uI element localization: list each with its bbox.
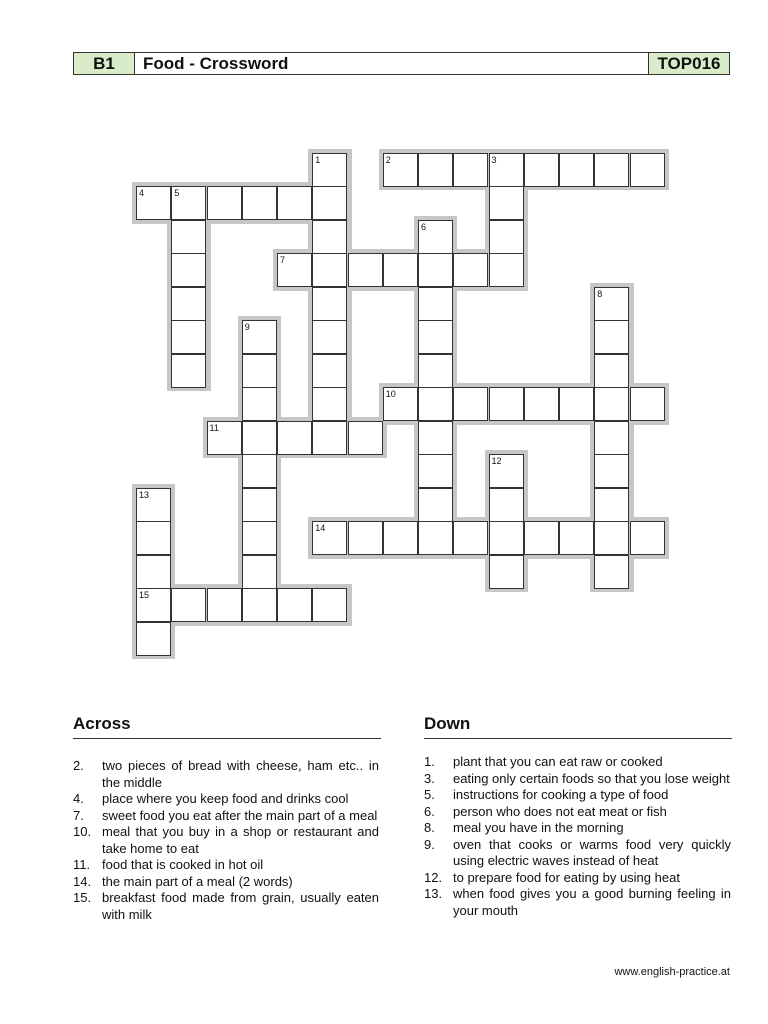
crossword-cell[interactable] [594,421,629,455]
crossword-cell[interactable] [312,387,347,421]
crossword-cell[interactable] [559,387,594,421]
down-divider [424,738,732,739]
clue-num: 3. [424,770,435,786]
clue-number: 3 [491,154,497,165]
clue-num: 6. [424,803,435,819]
crossword-cell[interactable] [524,521,559,555]
crossword-cell[interactable] [630,153,665,187]
crossword-cell[interactable] [418,220,453,254]
crossword-cell[interactable] [207,186,242,220]
crossword-cell[interactable] [277,588,312,622]
crossword-cell[interactable] [594,320,629,354]
crossword-cell[interactable] [594,387,629,421]
down-clue [424,754,731,771]
crossword-cell[interactable] [171,287,206,321]
clue-number: 11 [209,422,219,433]
crossword-cell[interactable] [383,153,418,187]
crossword-cell[interactable] [418,253,453,287]
crossword-cell[interactable] [242,387,277,421]
clue-number: 8 [597,288,603,299]
clue-number: 10 [385,389,396,399]
clue-number: 2 [385,154,391,165]
crossword-cell[interactable] [418,421,453,455]
across-clue [73,824,379,857]
down-clue [424,870,731,887]
across-clue [73,874,379,891]
clue-number: 6 [421,221,427,232]
down-clue [424,804,731,821]
clue-text: when food gives you a good burning feeling in your mouth [453,886,731,918]
clue-text: meal that you buy in a shop or restaurant and take home to eat [102,824,379,856]
across-divider [73,738,381,739]
crossword-cell[interactable] [489,488,524,522]
down-title: Down [424,714,471,733]
crossword-cell[interactable] [453,387,488,421]
crossword-cell[interactable] [171,220,206,254]
across-title: Across [73,714,131,733]
clue-num: 12. [424,869,443,885]
crossword-cell[interactable] [489,521,524,555]
across-clue-list [73,758,379,923]
clue-number: 15 [139,590,150,600]
crossword-cell[interactable] [242,454,277,488]
crossword-cell[interactable] [418,454,453,488]
crossword-cell[interactable] [383,521,418,555]
crossword-cell[interactable] [348,253,383,287]
crossword-cell[interactable] [312,588,347,622]
crossword-cell[interactable] [524,153,559,187]
crossword-cell[interactable] [312,220,347,254]
crossword-cell[interactable] [242,521,277,555]
clue-number: 12 [491,456,502,466]
crossword-cell[interactable] [594,555,629,589]
clue-number: 7 [280,255,286,265]
crossword-cell[interactable] [277,253,312,287]
crossword-cell[interactable] [594,488,629,522]
across-clue [73,758,379,791]
crossword-cell[interactable] [418,521,453,555]
crossword-cell[interactable] [594,521,629,555]
clue-text: meal you have in the morning [453,820,624,835]
clue-text: place where you keep food and drinks cool [102,791,349,806]
crossword-cell[interactable] [453,521,488,555]
clue-num: 2. [73,758,84,773]
crossword-cell[interactable] [136,488,171,522]
clue-text: sweet food you eat after the main part of a meal [102,807,378,823]
crossword-cell[interactable] [312,354,347,388]
crossword-cell[interactable] [418,320,453,354]
crossword-cell[interactable] [489,454,524,488]
clue-num: 1. [424,754,435,769]
down-clue [424,886,731,919]
worksheet-code: TOP016 [648,53,729,74]
crossword-cell[interactable] [136,622,171,656]
clue-num: 4. [73,791,84,806]
clue-num: 15. [73,890,92,905]
crossword-cell[interactable] [171,253,206,287]
clue-text: breakfast food made from grain, usually eaten with milk [102,890,379,922]
crossword-cell[interactable] [242,555,277,589]
crossword-cell[interactable] [418,387,453,421]
crossword-cell[interactable] [242,588,277,622]
crossword-cell[interactable] [630,387,665,421]
clue-number: 13 [139,489,150,500]
crossword-cell[interactable] [242,421,277,455]
crossword-cell[interactable] [171,588,206,622]
clue-num: 11. [73,857,91,872]
crossword-cell[interactable] [418,153,453,187]
footer-url: www.english-practice.at [614,966,730,978]
across-clue [73,791,379,808]
clue-text: to prepare food for eating by using heat [453,869,680,885]
clue-text: the main part of a meal (2 words) [102,873,293,889]
crossword-cell[interactable] [242,488,277,522]
clue-num: 14. [73,873,92,889]
clue-number: 14 [315,523,326,533]
crossword-cell[interactable] [489,153,524,187]
crossword-cell[interactable] [418,287,453,321]
down-clue [424,787,731,804]
crossword-cell[interactable] [348,421,383,455]
crossword-cell[interactable] [171,186,206,220]
crossword-cell[interactable] [207,421,242,455]
crossword-cell[interactable] [453,153,488,187]
crossword-cell[interactable] [312,153,347,187]
crossword-cell[interactable] [312,287,347,321]
crossword-cell[interactable] [277,421,312,455]
across-clue [73,890,379,923]
clue-text: food that is cooked in hot oil [102,857,264,872]
clue-number: 4 [139,188,145,198]
crossword-cell[interactable] [489,253,524,287]
crossword-cell[interactable] [594,354,629,388]
across-clue [73,808,379,825]
crossword-cell[interactable] [171,320,206,354]
crossword-cell[interactable] [136,186,171,220]
crossword-cell[interactable] [453,253,488,287]
crossword-cell[interactable] [136,521,171,555]
clue-text: instructions for cooking a type of food [453,787,669,802]
clue-num: 10. [73,824,92,839]
crossword-cell[interactable] [524,387,559,421]
crossword-cell[interactable] [489,555,524,589]
crossword-cell[interactable] [277,186,312,220]
across-clue [73,857,379,874]
crossword-cell[interactable] [312,421,347,455]
clue-text: eating only certain foods so that you lose weight [453,770,730,786]
down-clue-list [424,754,731,919]
crossword-cell[interactable] [312,186,347,220]
crossword-cell[interactable] [594,153,629,187]
clue-text: person who does not eat meat or fish [453,803,667,819]
crossword-cell[interactable] [348,521,383,555]
clue-text: two pieces of bread with cheese, ham etc.. in the middle [102,758,379,790]
crossword-cell[interactable] [383,387,418,421]
down-clue [424,820,731,837]
clue-number: 5 [174,188,180,198]
clue-num: 5. [424,787,435,802]
clue-text: oven that cooks or warms food very quickly using electric waves instead of heat [453,836,731,868]
crossword-cell[interactable] [594,287,629,321]
level-badge: B1 [74,53,135,74]
crossword-cell[interactable] [594,454,629,488]
crossword-cell[interactable] [383,253,418,287]
crossword-cell[interactable] [630,521,665,555]
crossword-cell[interactable] [136,555,171,589]
clue-text: plant that you can eat raw or cooked [453,754,663,769]
crossword-cell[interactable] [418,488,453,522]
clue-number: 1 [315,154,321,165]
crossword-cell[interactable] [489,387,524,421]
crossword-cell[interactable] [418,354,453,388]
clue-num: 8. [424,820,435,835]
crossword-cell[interactable] [312,253,347,287]
crossword-cell[interactable] [559,521,594,555]
crossword-cell[interactable] [489,186,524,220]
clue-num: 9. [424,836,435,852]
crossword-cell[interactable] [242,320,277,354]
clue-num: 13. [424,886,443,901]
crossword-cell[interactable] [489,220,524,254]
crossword-cell[interactable] [559,153,594,187]
crossword-cell[interactable] [242,354,277,388]
crossword-cell[interactable] [312,320,347,354]
worksheet-title: Food - Crossword [143,53,289,73]
crossword-cell[interactable] [171,354,206,388]
crossword-cell[interactable] [136,588,171,622]
clue-number: 9 [244,322,250,332]
down-clue [424,771,731,788]
crossword-cell[interactable] [207,588,242,622]
clue-num: 7. [73,807,84,823]
crossword-cell[interactable] [242,186,277,220]
crossword-cell[interactable] [312,521,347,555]
down-clue [424,837,731,870]
